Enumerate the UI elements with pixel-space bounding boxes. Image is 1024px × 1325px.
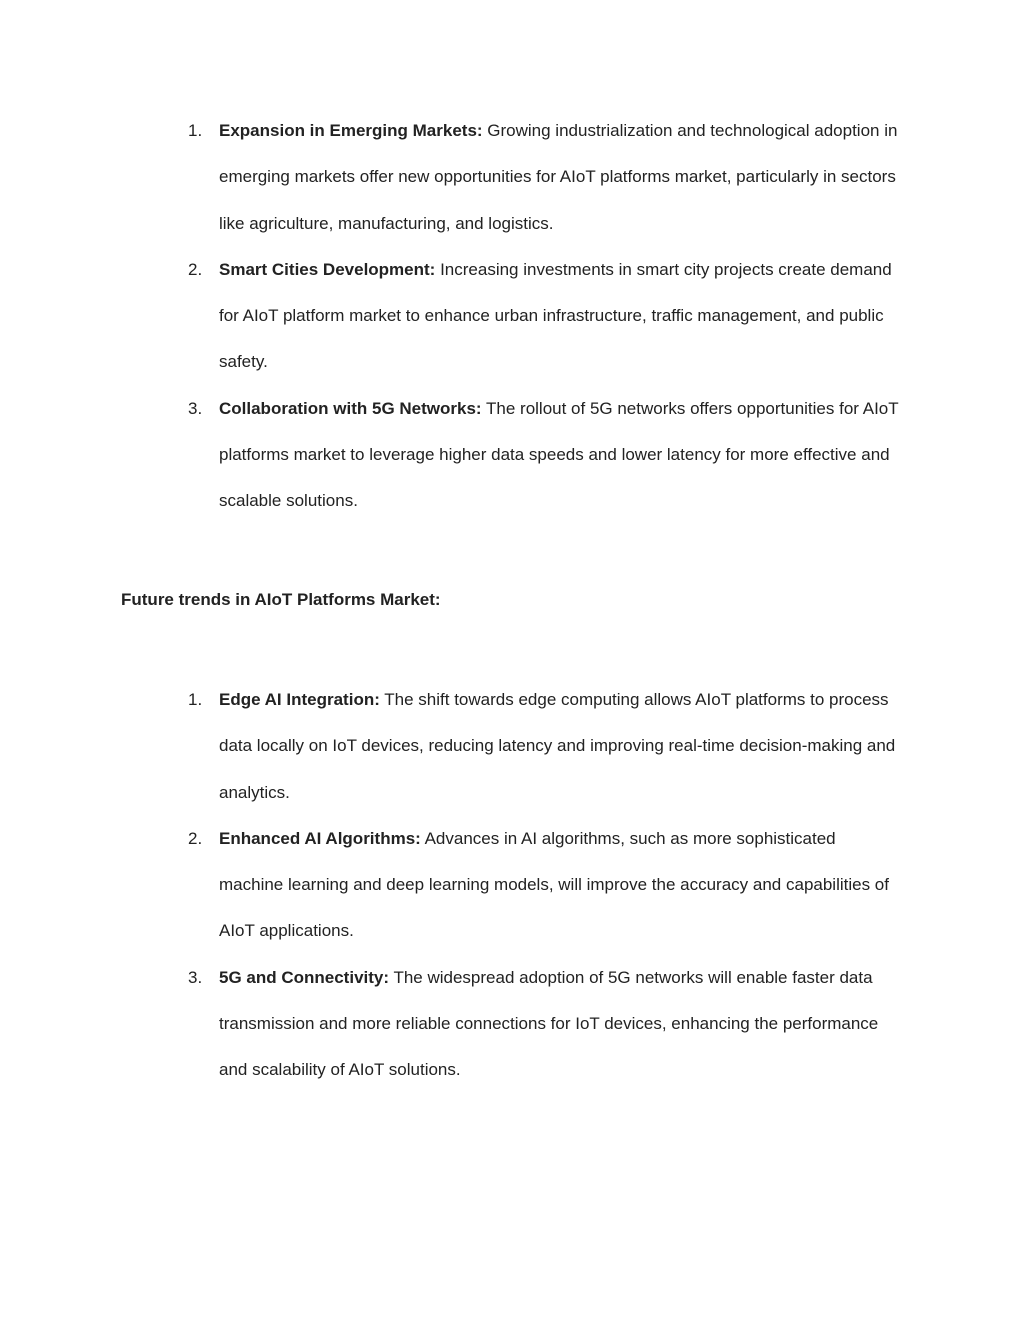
list-item-number: 1.: [188, 121, 203, 140]
list-item-lead: Collaboration with 5G Networks:: [219, 398, 482, 418]
list-item: [0, 108, 899, 247]
list-item: [0, 816, 899, 955]
list-item-number: 3.: [188, 967, 203, 987]
list-item-lead: 5G and Connectivity:: [219, 967, 390, 987]
list-item-lead: Edge AI Integration:: [219, 690, 380, 709]
list-item-lead: Smart Cities Development:: [219, 259, 436, 279]
list-item-text: The shift towards edge computing allows AIoT platforms to process data locally on IoT devices, reducing latency and improving real-time decision-making and analytics.: [219, 690, 896, 802]
section-heading: Future trends in AIoT Platforms Market:: [121, 590, 441, 609]
list-item: [0, 955, 899, 1094]
list-item-text: Increasing investments in smart city projects create demand for AIoT platform market to enhance urban infrastructure, traffic management, and public safety.: [219, 259, 892, 372]
list-item: [0, 386, 899, 525]
list-item: [0, 677, 899, 816]
list-item-number: 3.: [188, 398, 203, 418]
list-item-lead: Enhanced AI Algorithms:: [219, 828, 421, 848]
list-item-text: Advances in AI algorithms, such as more sophisticated machine learning and deep learning models, will improve the accuracy and capabilities of AIoT applications.: [219, 828, 889, 941]
list-item-number: 1.: [188, 690, 203, 709]
list-item-text: The widespread adoption of 5G networks will enable faster data transmission and more reliable connections for IoT devices, enhancing the performance and scalability of AIoT solutions.: [219, 967, 879, 1080]
trends-list: [0, 677, 899, 1094]
list-item-text: Growing industrialization and technological adoption in emerging markets offer new opportunities for AIoT platforms market, particularly in sectors like agriculture, manufacturing, and logistics.: [219, 121, 898, 233]
list-item-text: The rollout of 5G networks offers opportunities for AIoT platforms market to leverage higher data speeds and lower latency for more effective and scalable solutions.: [219, 398, 899, 511]
list-item-number: 2.: [188, 259, 203, 279]
opportunities-list: [0, 108, 899, 525]
list-item: [0, 247, 899, 386]
list-item-number: 2.: [188, 828, 203, 848]
list-item-lead: Expansion in Emerging Markets:: [219, 121, 483, 140]
